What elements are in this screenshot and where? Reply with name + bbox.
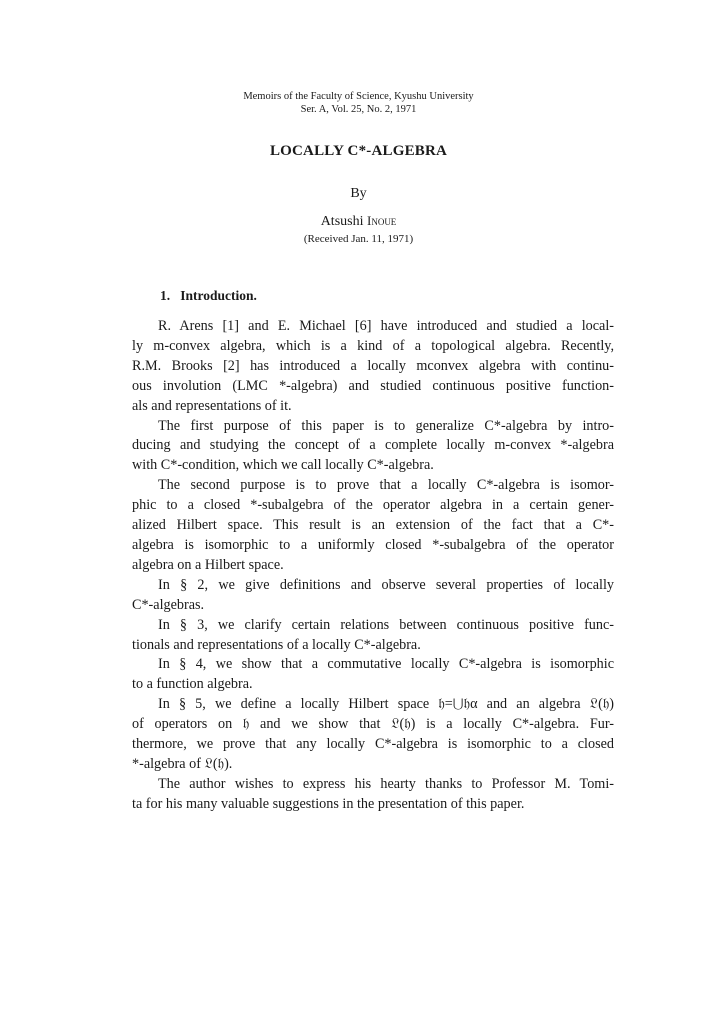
text-line: of operators on 𝔥 and we show that 𝔏(𝔥) is a locally C*-algebra. Fur- <box>132 716 614 733</box>
received-date: (Received Jan. 11, 1971) <box>303 233 414 245</box>
text-line: In § 5, we define a locally Hilbert space 𝔥=⋃𝔥α and an algebra 𝔏(𝔥) <box>158 696 614 713</box>
author-last-name: Inoue <box>366 213 397 228</box>
author-name <box>0 213 717 230</box>
text-line: to a function algebra. <box>132 676 253 693</box>
text-line: algebra is isomorphic to a uniformly closed *-subalgebra of the operator <box>132 536 614 553</box>
text-line: thermore, we prove that any locally C*-algebra is isomorphic to a closed <box>132 736 614 753</box>
paragraph <box>132 417 614 477</box>
text-line: R.M. Brooks [2] has introduced a locally mconvex algebra with continu- <box>132 357 614 374</box>
text-line: ta for his many valuable suggestions in the presentation of this paper. <box>132 795 525 812</box>
paragraph <box>132 695 614 775</box>
text-line: als and representations of it. <box>132 397 292 414</box>
by-line: By <box>350 186 367 201</box>
paragraph <box>132 616 614 656</box>
text-line: The first purpose of this paper is to generalize C*-algebra by intro- <box>158 417 614 434</box>
text-line: with C*-condition, which we call locally C*-algebra. <box>132 457 434 474</box>
paragraph <box>132 476 614 576</box>
text-line: R. Arens [1] and E. Michael [6] have introduced and studied a local- <box>158 318 614 334</box>
text-line: algebra on a Hilbert space. <box>132 556 284 573</box>
journal-name: Memoirs of the Faculty of Science, Kyushu University <box>243 91 474 102</box>
section-title: Introduction. <box>180 288 257 303</box>
text-line: alized Hilbert space. This result is an extension of the fact that a C*- <box>132 517 614 534</box>
body-text <box>132 317 614 815</box>
text-line: In § 2, we give definitions and observe several properties of locally <box>158 576 614 593</box>
paragraph <box>132 317 614 417</box>
text-line: C*-algebras. <box>132 596 205 613</box>
text-line: In § 3, we clarify certain relations between continuous positive func- <box>158 616 614 633</box>
section-heading <box>160 288 257 304</box>
author-first-name: Atsushi <box>320 214 364 229</box>
text-line: The author wishes to express his hearty thanks to Professor M. Tomi- <box>158 775 614 792</box>
paragraph <box>132 655 614 695</box>
paragraph <box>132 775 614 815</box>
text-line: ous involution (LMC *-algebra) and studied continuous positive function- <box>132 377 614 394</box>
text-line: ducing and studying the concept of a complete locally m-convex *-algebra <box>132 437 614 454</box>
text-line: *-algebra of 𝔏(𝔥). <box>132 755 233 772</box>
paper-title: LOCALLY C*-ALGEBRA <box>269 143 448 159</box>
text-line: The second purpose is to prove that a locally C*-algebra is isomor- <box>158 477 614 494</box>
journal-series: Ser. A, Vol. 25, No. 2, 1971 <box>300 104 417 115</box>
text-line: ly m-convex algebra, which is a kind of a topological algebra. Recently, <box>132 337 614 354</box>
text-line: phic to a closed *-subalgebra of the operator algebra in a certain gener- <box>132 497 614 514</box>
section-number: 1. <box>160 288 171 303</box>
journal-header <box>0 90 717 116</box>
text-line: In § 4, we show that a commutative locally C*-algebra is isomorphic <box>158 656 614 673</box>
text-line: tionals and representations of a locally C*-algebra. <box>132 636 421 653</box>
paragraph <box>132 576 614 616</box>
